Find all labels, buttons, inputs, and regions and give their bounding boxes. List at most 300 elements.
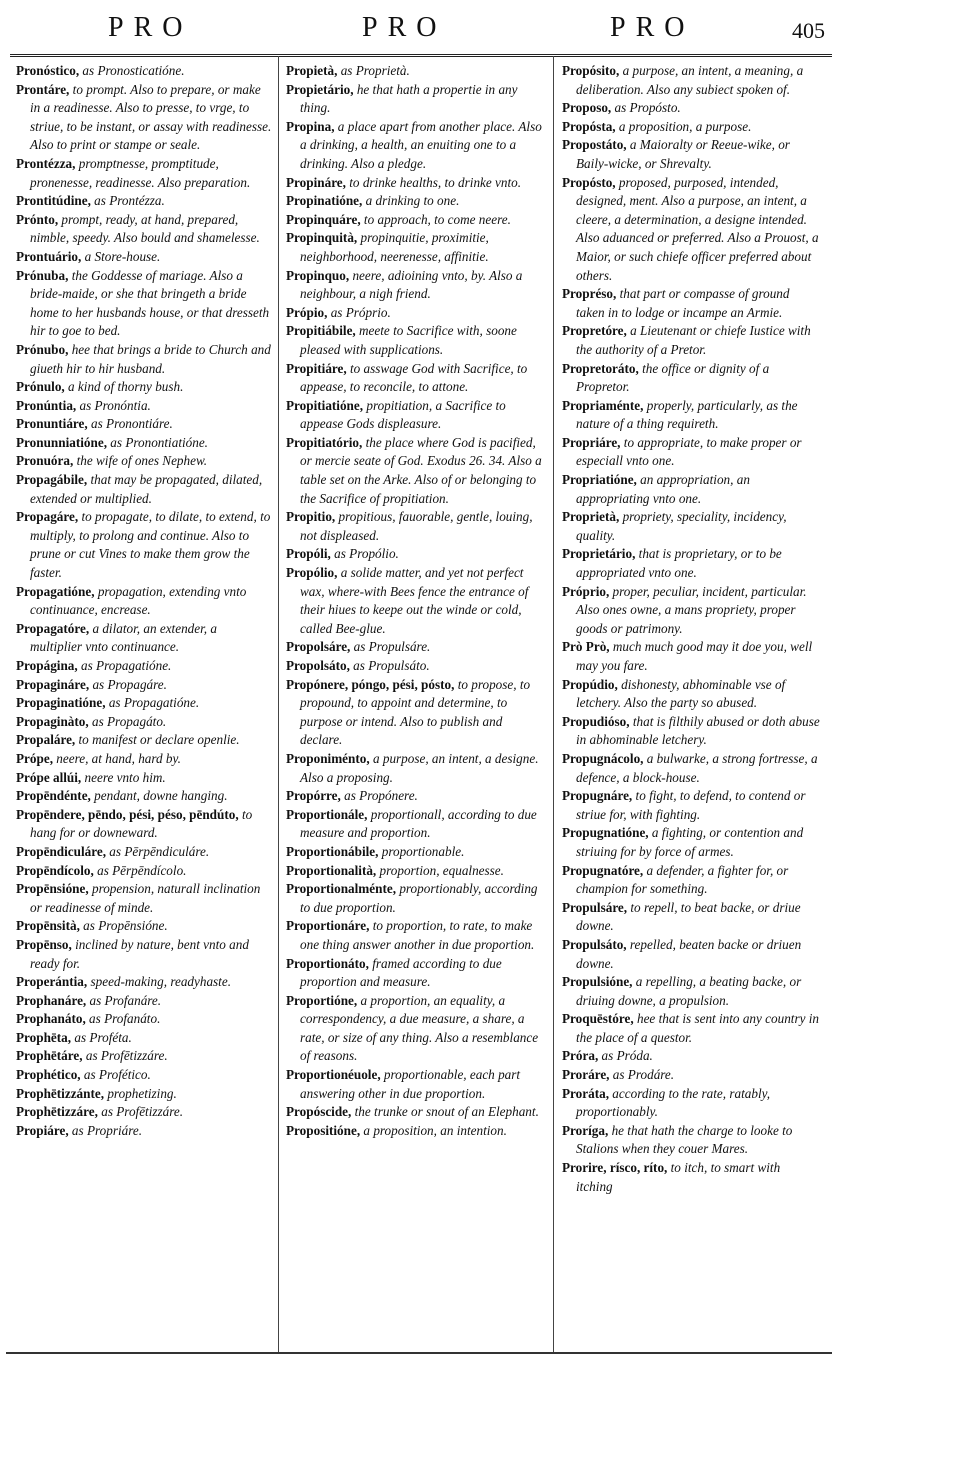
dictionary-entry xyxy=(562,899,820,936)
dictionary-entry xyxy=(16,973,272,992)
entry-definition: as Propulsáre. xyxy=(353,639,431,655)
entry-headword: Propósta, xyxy=(562,118,616,134)
entry-definition: the trunke or snout of an Elephant. xyxy=(354,1104,539,1120)
entry-headword: Propiáre, xyxy=(16,1122,69,1138)
dictionary-entry xyxy=(286,304,545,323)
entry-definition: a solide matter, and yet not perfect wax, where-with Bees fence the entrance of their hiues to keepe out the winde or cold, called Bee-glue. xyxy=(300,565,529,636)
entry-headword: Propágina, xyxy=(16,658,78,673)
entry-definition: neere, adioining vnto, by. Also a neighbour, a nigh friend. xyxy=(300,267,523,302)
entry-headword: Propēnsióne, xyxy=(16,881,89,897)
dictionary-entry xyxy=(562,824,820,861)
entry-definition: a fighting, or contention and striuing for by force of armes. xyxy=(576,825,804,859)
entry-headword: Propagináre, xyxy=(16,676,90,692)
entry-definition: meete to Sacrifice with, soone pleased with supplications. xyxy=(300,323,517,357)
dictionary-entry xyxy=(286,397,545,434)
dictionary-entry xyxy=(286,118,545,174)
dictionary-entry xyxy=(562,285,820,322)
entry-headword: Propóli, xyxy=(286,546,331,562)
entry-definition: proportionable, each part answering other in due proportion. xyxy=(300,1067,521,1101)
dictionary-entry xyxy=(286,992,545,1066)
entry-definition: repelled, beaten backe or driuen downe. xyxy=(576,936,802,971)
entry-headword: Propietário, xyxy=(286,81,354,97)
entry-headword: Propagatióne, xyxy=(16,583,95,599)
entry-headword: Propugnácolo, xyxy=(562,750,644,766)
entry-headword: Propositióne, xyxy=(286,1122,361,1138)
dictionary-entry xyxy=(16,1010,272,1029)
entry-headword: Pronósticο, xyxy=(16,63,80,78)
entry-headword: Proportionalménte, xyxy=(286,881,397,897)
header-rule xyxy=(10,54,832,57)
entry-headword: Prophanáre, xyxy=(16,992,87,1008)
entry-definition: prophetizing. xyxy=(107,1085,177,1101)
entry-headword: Propósto, xyxy=(562,174,616,190)
entry-definition: inclined by nature, bent vnto and ready for. xyxy=(30,936,249,971)
entry-definition: propriety, speciality, incidency, quality. xyxy=(576,509,787,543)
dictionary-entry xyxy=(562,1122,820,1159)
entry-definition: that is filthily abused or doth abuse in abhominable letchery. xyxy=(576,713,820,748)
entry-headword: Properántia, xyxy=(16,974,88,990)
entry-definition: proper, peculiar, incident, particular. Also ones owne, a mans propriety, proper goods or patrimony. xyxy=(576,583,807,636)
entry-headword: Proportionalità, xyxy=(286,862,377,878)
entry-definition: as Propónere. xyxy=(344,788,418,804)
dictionary-column-2 xyxy=(286,62,545,1352)
entry-definition: as Pronosticatióne. xyxy=(82,63,185,78)
entry-headword: Propólio, xyxy=(286,565,338,581)
dictionary-entry xyxy=(16,750,272,769)
entry-definition: as Profētizzáre. xyxy=(85,1048,168,1064)
entry-definition: promptnesse, promptitude, pronenesse, readinesse. Also preparation. xyxy=(30,155,251,190)
dictionary-entry xyxy=(16,415,272,434)
entry-definition: as Próprio. xyxy=(330,304,391,320)
header-right: PRO xyxy=(610,12,695,43)
dictionary-entry xyxy=(286,62,545,81)
entry-headword: Prónubo, xyxy=(16,341,69,357)
entry-headword: Prónulo, xyxy=(16,379,65,395)
dictionary-column-1 xyxy=(16,62,272,1352)
entry-headword: Proprietário, xyxy=(562,546,636,562)
entry-headword: Propulsáto, xyxy=(562,936,627,952)
entry-definition: as Propólio. xyxy=(334,546,399,562)
entry-headword: Propolsáre, xyxy=(286,639,351,655)
entry-headword: Propinquità, xyxy=(286,230,358,246)
entry-definition: a Maioralty or Reeue-wike, or Baily-wicke, or Shrevalty. xyxy=(576,137,790,171)
entry-headword: Prophētáre, xyxy=(16,1048,83,1064)
entry-headword: Próra, xyxy=(562,1048,599,1064)
entry-headword: Propēndícolo, xyxy=(16,862,94,878)
entry-definition: neere vnto him. xyxy=(84,769,166,785)
entry-definition: to appropriate, to make proper or especiall vnto one. xyxy=(576,434,802,469)
dictionary-entry xyxy=(16,1103,272,1122)
entry-headword: Propina, xyxy=(286,118,335,134)
column-rule-2 xyxy=(553,56,554,1352)
dictionary-entry xyxy=(286,267,545,304)
dictionary-entry xyxy=(16,1066,272,1085)
entry-headword: Proríga, xyxy=(562,1122,609,1138)
header-left: PRO xyxy=(108,12,193,43)
entry-headword: Propinatióne, xyxy=(286,193,363,209)
entry-definition: according to the rate, ratably, proportionably. xyxy=(576,1085,771,1120)
entry-definition: as Pronontiáre. xyxy=(90,416,173,432)
entry-headword: Propósito, xyxy=(562,63,620,78)
entry-headword: Propugnatóre, xyxy=(562,862,644,878)
dictionary-entry xyxy=(16,862,272,881)
dictionary-entry xyxy=(16,657,272,676)
entry-headword: Prorire, rísco, ríto, xyxy=(562,1160,668,1176)
entry-definition: as Pērpēndícolo. xyxy=(97,862,187,878)
dictionary-entry xyxy=(286,174,545,193)
entry-headword: Propudióso, xyxy=(562,713,630,729)
entry-headword: Propriatióne, xyxy=(562,472,637,488)
dictionary-entry xyxy=(16,62,272,81)
dictionary-entry xyxy=(16,787,272,806)
entry-headword: Proposo, xyxy=(562,100,612,116)
entry-headword: Propēndiculáre, xyxy=(16,843,106,859)
entry-definition: to asswage God with Sacrifice, to appease, to reconcile, to attone. xyxy=(300,360,528,395)
dictionary-entry xyxy=(16,769,272,788)
dictionary-entry xyxy=(286,917,545,954)
dictionary-entry xyxy=(286,192,545,211)
dictionary-entry xyxy=(16,211,272,248)
entry-headword: Proportionéuole, xyxy=(286,1067,381,1083)
entry-headword: Próprio, xyxy=(562,583,610,599)
entry-headword: Prò Prò, xyxy=(562,639,610,655)
entry-headword: Propostáto, xyxy=(562,137,627,153)
dictionary-entry xyxy=(16,81,272,155)
dictionary-entry xyxy=(562,508,820,545)
entry-definition: to propagate, to dilate, to extend, to multiply, to prolong and continue. Also to prune or cut Vines to make them grow the faster. xyxy=(30,509,271,581)
dictionary-column-3 xyxy=(562,62,820,1352)
entry-headword: Propēndere, pēndo, pési, péso, pēndúto, xyxy=(16,806,239,822)
entry-headword: Prontitúdine, xyxy=(16,193,91,209)
dictionary-entry xyxy=(286,564,545,638)
dictionary-entry xyxy=(16,397,272,416)
entry-headword: Propolsáto, xyxy=(286,658,350,673)
entry-definition: propinquitie, proximitie, neighborhood, neerenesse, affinitie. xyxy=(300,230,489,264)
dictionary-entry xyxy=(16,341,272,378)
dictionary-entry xyxy=(16,583,272,620)
dictionary-entry xyxy=(562,862,820,899)
entry-headword: Propriáre, xyxy=(562,434,621,450)
dictionary-entry xyxy=(286,862,545,881)
entry-definition: as Propriáre. xyxy=(71,1122,143,1138)
dictionary-entry xyxy=(16,452,272,471)
entry-definition: that may be propagated, dilated, extended or multiplied. xyxy=(30,472,263,506)
entry-definition: to repell, to beat backe, or driue downe. xyxy=(576,899,801,934)
entry-headword: Propitiábile, xyxy=(286,323,356,339)
page-number: 405 xyxy=(792,18,825,43)
entry-headword: Propaginàto, xyxy=(16,713,89,729)
entry-headword: Prontuário, xyxy=(16,248,82,264)
dictionary-entry xyxy=(286,657,545,676)
dictionary-entry xyxy=(562,434,820,471)
dictionary-entry xyxy=(286,806,545,843)
entry-headword: Propitio, xyxy=(286,509,336,525)
entry-definition: as Próda. xyxy=(601,1048,653,1064)
entry-definition: the place where God is pacified, or mercie seate of God. Exodus 26. 34. Also a table set on the Arke. Also of or belonging to the Sacrifice of propitiation. xyxy=(300,434,542,506)
entry-definition: a purpose, an intent, a meaning, a deliberation. Also any subiect spoken of. xyxy=(576,63,804,97)
entry-definition: as Profanáre. xyxy=(89,992,162,1008)
entry-definition: as Propagatióne. xyxy=(108,695,200,711)
entry-headword: Propagatóre, xyxy=(16,620,90,636)
entry-definition: to propose, to propound, to appoint and determine, to purpose or intend. Also to publish and declare. xyxy=(300,676,531,748)
entry-definition: hee that brings a bride to Church and giueth hir to hir husband. xyxy=(30,341,271,376)
dictionary-entry xyxy=(562,787,820,824)
entry-definition: as Propagatióne. xyxy=(80,658,172,673)
entry-headword: Prontáre, xyxy=(16,81,70,97)
entry-headword: Propitiatório, xyxy=(286,434,363,450)
dictionary-entry xyxy=(286,229,545,266)
dictionary-entry xyxy=(16,267,272,341)
dictionary-entry xyxy=(286,638,545,657)
entry-headword: Propagábile, xyxy=(16,472,88,488)
entry-headword: Propitiatióne, xyxy=(286,397,364,413)
entry-definition: framed according to due proportion and measure. xyxy=(300,955,502,990)
column-rule-1 xyxy=(278,56,279,1352)
entry-headword: Propēnso, xyxy=(16,936,72,952)
entry-headword: Propaginatióne, xyxy=(16,695,106,711)
entry-headword: Prónuba, xyxy=(16,267,69,283)
dictionary-entry xyxy=(562,676,820,713)
dictionary-entry xyxy=(286,508,545,545)
entry-definition: proportion, equalnesse. xyxy=(379,862,504,878)
entry-definition: as Pronóntia. xyxy=(79,397,151,413)
entry-definition: propitiation, a Sacrifice to appease Gods displeasure. xyxy=(300,397,506,432)
entry-definition: a proportion, an equality, a correspondency, a due measure, a share, a rate, or size of any thing. Also a resemblance of reasons. xyxy=(300,992,539,1064)
entry-definition: as Profético. xyxy=(83,1067,151,1083)
dictionary-entry xyxy=(16,843,272,862)
dictionary-entry xyxy=(16,192,272,211)
entry-definition: as Propagáre. xyxy=(92,676,167,692)
entry-definition: the wife of ones Nephew. xyxy=(76,453,208,469)
entry-definition: to proportion, to rate, to make one thing answer another in due proportion. xyxy=(300,918,535,952)
entry-headword: Propēnsità, xyxy=(16,918,80,934)
entry-definition: as Propagáto. xyxy=(91,713,167,729)
dictionary-entry xyxy=(16,620,272,657)
entry-definition: a place apart from another place. Also a drinking, a health, an enuiting one to a drinking. Also a pledge. xyxy=(300,118,542,171)
entry-headword: Propinquo, xyxy=(286,267,350,283)
entry-headword: Propretoráto, xyxy=(562,360,639,376)
entry-definition: that part or compasse of ground taken in to lodge or incampe an Armie. xyxy=(576,286,790,320)
entry-headword: Propórre, xyxy=(286,788,341,804)
footer-rule xyxy=(6,1352,832,1354)
dictionary-entry xyxy=(16,471,272,508)
dictionary-entry xyxy=(286,1103,545,1122)
dictionary-entry xyxy=(16,508,272,582)
entry-headword: Pronunniatióne, xyxy=(16,434,107,450)
dictionary-entry xyxy=(16,155,272,192)
dictionary-entry xyxy=(286,750,545,787)
entry-definition: to approach, to come neere. xyxy=(363,211,511,227)
dictionary-entry xyxy=(562,1159,820,1196)
entry-definition: proportionably, according to due proportion. xyxy=(300,881,538,915)
dictionary-entry xyxy=(562,545,820,582)
entry-definition: hee that is sent into any country in the place of a questor. xyxy=(576,1011,819,1045)
entry-headword: Prophēta, xyxy=(16,1029,72,1045)
dictionary-entry xyxy=(562,360,820,397)
entry-headword: Propēndénte, xyxy=(16,788,91,804)
entry-definition: much much good may it doe you, well may you fare. xyxy=(576,639,813,673)
dictionary-entry xyxy=(286,676,545,750)
entry-headword: Pronuóra, xyxy=(16,453,74,469)
entry-definition: a repelling, a beating backe, or driuing downe, a propulsion. xyxy=(576,974,802,1008)
entry-headword: Propagáre, xyxy=(16,509,79,525)
dictionary-entry xyxy=(562,1085,820,1122)
dictionary-entry xyxy=(16,378,272,397)
entry-headword: Propónere, póngo, pési, pósto, xyxy=(286,676,455,692)
entry-headword: Proquēstóre, xyxy=(562,1011,634,1027)
entry-headword: Proponiménto, xyxy=(286,750,370,766)
dictionary-entry xyxy=(562,99,820,118)
entry-headword: Propináre, xyxy=(286,174,346,190)
entry-definition: as Propósto. xyxy=(614,100,681,116)
entry-headword: Propúdio, xyxy=(562,676,618,692)
entry-headword: Propréso, xyxy=(562,286,617,302)
dictionary-entry xyxy=(16,731,272,750)
entry-definition: he that hath a propertie in any thing. xyxy=(300,81,518,116)
entry-definition: pendant, downe hanging. xyxy=(94,788,228,804)
entry-definition: a purpose, an intent, a designe. Also a proposing. xyxy=(300,750,539,785)
entry-headword: Pronuntiáre, xyxy=(16,416,88,432)
dictionary-entry xyxy=(562,1047,820,1066)
entry-definition: a drinking to one. xyxy=(365,193,460,209)
entry-definition: a bulwarke, a strong fortresse, a defence, a block-house. xyxy=(576,750,818,785)
entry-definition: as Profētizzáre. xyxy=(101,1104,184,1120)
entry-headword: Propulsióne, xyxy=(562,974,633,990)
entry-definition: as Profanáto. xyxy=(89,1011,161,1027)
entry-headword: Prophanáto, xyxy=(16,1011,86,1027)
dictionary-entry xyxy=(562,62,820,99)
dictionary-entry xyxy=(16,880,272,917)
dictionary-entry xyxy=(16,936,272,973)
entry-definition: the office or dignity of a Propretor. xyxy=(576,360,770,395)
entry-headword: Proportionáre, xyxy=(286,918,370,934)
dictionary-entry xyxy=(16,1029,272,1048)
entry-headword: Própio, xyxy=(286,304,328,320)
entry-definition: as Proféta. xyxy=(74,1029,132,1045)
dictionary-entry xyxy=(562,322,820,359)
entry-definition: a defender, a fighter for, or champion for something. xyxy=(576,862,789,897)
dictionary-entry xyxy=(562,713,820,750)
entry-headword: Própe, xyxy=(16,750,53,766)
entry-definition: proportionable. xyxy=(381,843,465,859)
dictionary-entry xyxy=(286,434,545,508)
entry-headword: Proportionáto, xyxy=(286,955,369,971)
header-center: PRO xyxy=(362,12,447,43)
dictionary-entry xyxy=(286,955,545,992)
dictionary-entry xyxy=(562,750,820,787)
dictionary-entry xyxy=(286,81,545,118)
dictionary-entry xyxy=(286,360,545,397)
entry-headword: Propitiáre, xyxy=(286,360,347,376)
dictionary-entry xyxy=(16,434,272,453)
entry-definition: to drinke healths, to drinke vnto. xyxy=(349,174,522,190)
entry-definition: as Pronontiatióne. xyxy=(110,434,208,450)
entry-definition: as Pērpēndiculáre. xyxy=(109,843,210,859)
dictionary-entry xyxy=(16,676,272,695)
entry-definition: as Proprietà. xyxy=(340,63,410,78)
dictionary-entry xyxy=(286,880,545,917)
entry-headword: Proráre, xyxy=(562,1067,610,1083)
entry-headword: Propaláre, xyxy=(16,732,76,748)
entry-definition: a Store-house. xyxy=(84,248,161,264)
entry-definition: prompt, ready, at hand, prepared, nimble, speedy. Also bould and shamelesse. xyxy=(30,211,260,246)
dictionary-entry xyxy=(16,1085,272,1104)
dictionary-entry xyxy=(16,248,272,267)
entry-definition: to itch, to smart with itching xyxy=(576,1160,781,1194)
entry-definition: to prompt. Also to prepare, or make in a readinesse. Also to presse, to vrge, to striue, to be instant, or assay with readinesse. Also to print or stampe or seale. xyxy=(30,81,272,153)
entry-definition: to hang for or downeward. xyxy=(30,806,253,841)
entry-definition: the Goddesse of mariage. Also a bride-maide, or she that bringeth a bride home to her husbands house, or that dresseth hir to goe to bed. xyxy=(30,267,270,339)
entry-definition: a Lieutenant or chiefe Iustice with the authority of a Pretor. xyxy=(576,323,811,357)
dictionary-entry xyxy=(286,545,545,564)
entry-headword: Propugnáre, xyxy=(562,788,633,804)
entry-headword: Prophētizzánte, xyxy=(16,1085,105,1101)
entry-definition: that is proprietary, or to be appropriated vnto one. xyxy=(576,546,782,581)
entry-headword: Propulsáre, xyxy=(562,899,628,915)
dictionary-entry xyxy=(562,638,820,675)
entry-headword: Própe allúi, xyxy=(16,769,82,785)
dictionary-entry xyxy=(562,1066,820,1085)
entry-definition: a kind of thorny bush. xyxy=(68,379,184,395)
entry-definition: as Prodáre. xyxy=(612,1067,675,1083)
running-header xyxy=(10,12,830,46)
entry-headword: Proráta, xyxy=(562,1085,609,1101)
entry-headword: Prophētizzáre, xyxy=(16,1104,98,1120)
entry-definition: properly, particularly, as the nature of a thing requireth. xyxy=(576,397,798,432)
dictionary-entry xyxy=(562,973,820,1010)
entry-headword: Pronúntia, xyxy=(16,397,77,413)
entry-definition: a proposition, a purpose. xyxy=(618,118,752,134)
dictionary-entry xyxy=(16,806,272,843)
dictionary-entry xyxy=(286,1066,545,1103)
dictionary-entry xyxy=(16,917,272,936)
dictionary-entry xyxy=(16,992,272,1011)
entry-definition: neere, at hand, hard by. xyxy=(56,750,181,766)
entry-headword: Propugnatióne, xyxy=(562,825,649,841)
entry-headword: Proprietà, xyxy=(562,509,620,525)
dictionary-entry xyxy=(286,322,545,359)
entry-headword: Prontézza, xyxy=(16,155,76,171)
entry-headword: Propretóre, xyxy=(562,323,627,339)
entry-definition: to manifest or declare openlie. xyxy=(78,732,240,748)
entry-definition: a dilator, an extender, a multiplier vnto continuance. xyxy=(30,620,217,655)
entry-definition: as Propulsáto. xyxy=(353,658,430,673)
entry-definition: as Prontézza. xyxy=(94,193,165,209)
dictionary-entry xyxy=(16,1047,272,1066)
entry-definition: to fight, to defend, to contend or striue for, with fighting. xyxy=(576,788,806,822)
entry-definition: proposed, purposed, intended, designed, ment. Also a purpose, an intent, a cleere, a determination, a designe intended. Also aduanced or preferred. Also a Prouost, a Maior, or such chiefe officer preferred about others. xyxy=(576,174,819,283)
dictionary-entry xyxy=(562,118,820,137)
dictionary-entry xyxy=(16,694,272,713)
dictionary-entry xyxy=(562,471,820,508)
dictionary-entry xyxy=(16,713,272,732)
entry-headword: Propóscide, xyxy=(286,1104,352,1120)
entry-headword: Prophético, xyxy=(16,1067,81,1083)
dictionary-entry xyxy=(286,211,545,230)
entry-headword: Propriaménte, xyxy=(562,397,644,413)
dictionary-entry xyxy=(562,1010,820,1047)
entry-definition: propitious, fauorable, gentle, louing, not displeased. xyxy=(300,509,533,543)
dictionary-entry xyxy=(562,136,820,173)
dictionary-entry xyxy=(16,1122,272,1141)
dictionary-entry xyxy=(562,936,820,973)
entry-headword: Prónto, xyxy=(16,211,59,227)
entry-headword: Propietà, xyxy=(286,63,338,78)
entry-headword: Proportionábile, xyxy=(286,843,379,859)
entry-definition: proportionall, according to due measure and proportion. xyxy=(300,806,537,841)
entry-headword: Proportionále, xyxy=(286,806,368,822)
dictionary-entry xyxy=(562,174,820,286)
